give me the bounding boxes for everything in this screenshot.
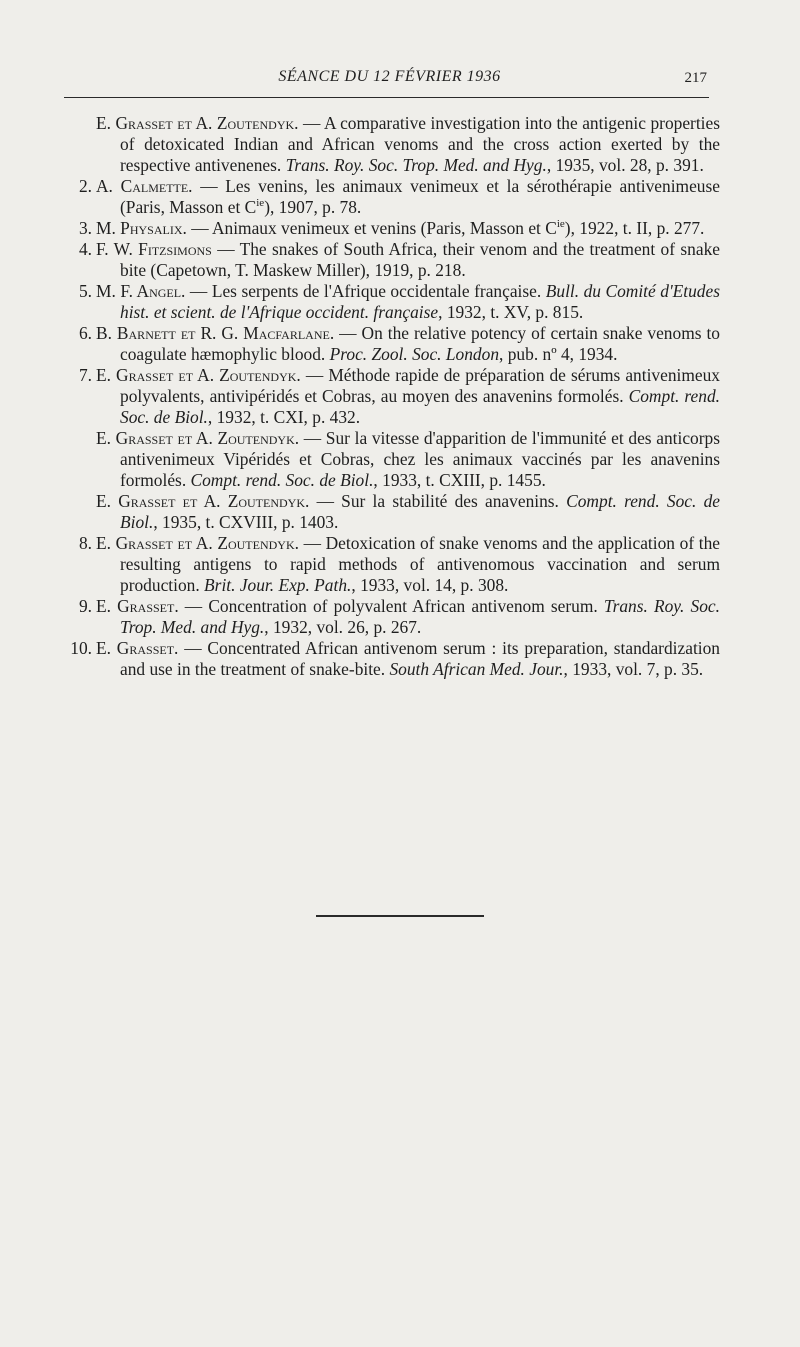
reference-list (40, 113, 720, 680)
reference-entry (40, 365, 720, 428)
reference-body: — Les serpents de l'Afrique occidentale française. (185, 281, 546, 301)
reference-entry (40, 323, 720, 365)
reference-number: 3. (78, 218, 92, 238)
reference-details: , 1935, t. CXVIII, p. 1403. (153, 512, 339, 532)
reference-body: — Méthode rapide de préparation de sérums antivenimeux polyvalents, antivipéridés et Cobras, au moyen des anavenins formolés. (120, 365, 720, 406)
reference-journal: Compt. rend. Soc. de Biol. (120, 491, 720, 532)
reference-entry (40, 218, 720, 239)
reference-details: , 1933, vol. 14, p. 308. (351, 575, 509, 595)
reference-details: , 1935, vol. 28, p. 391. (546, 155, 704, 175)
reference-number: 2. (78, 176, 92, 196)
reference-authors: M. F. Angel. (96, 281, 186, 301)
reference-authors: B. Barnett et R. G. Macfarlane. (96, 323, 335, 343)
reference-authors: E. Grasset et A. Zoutendyk. (96, 491, 310, 511)
reference-text (40, 113, 720, 176)
reference-number: 6. (78, 323, 92, 343)
reference-authors: E. Grasset et A. Zoutendyk. (96, 365, 301, 385)
reference-superscript: ie (556, 218, 565, 231)
reference-journal: Bull. du Comité d'Etudes hist. et scient. de l'Afrique occident. française (120, 281, 720, 322)
reference-details: , 1932, t. CXI, p. 432. (207, 407, 361, 427)
reference-body: — Sur la vitesse d'apparition de l'immunité et des anticorps antivenimeux Vipéridés et Cobras, chez les animaux vaccinés par les anavenins formolés. (120, 428, 720, 490)
reference-body: — A comparative investigation into the antigenic properties of detoxicated Indian and African venoms and the cross action exerted by the respective antivenenes. (120, 113, 720, 175)
reference-journal: Proc. Zool. Soc. London (329, 344, 500, 364)
reference-body: — Animaux venimeux et venins (Paris, Masson et C (186, 218, 557, 238)
reference-body: — Concentration of polyvalent African antivenom serum. (178, 596, 604, 616)
reference-journal: South African Med. Jour. (389, 659, 564, 679)
reference-authors: E. Grasset et A. Zoutendyk. (96, 533, 299, 553)
reference-number: 8. (78, 533, 92, 553)
reference-text (40, 365, 720, 428)
reference-entry (40, 428, 720, 491)
reference-authors: F. W. Fitzsimons (96, 239, 212, 259)
reference-journal: Brit. Jour. Exp. Path. (204, 575, 352, 595)
reference-number: 9. (78, 596, 92, 616)
reference-text (40, 239, 720, 281)
end-rule (316, 915, 484, 917)
reference-body: — Concentrated African antivenom serum : its preparation, standardization and use in the treatment of snake-bite. (120, 638, 720, 679)
reference-body: — Sur la stabilité des anavenins. (309, 491, 567, 511)
reference-journal: Trans. Roy. Soc. Trop. Med. and Hyg. (120, 596, 720, 637)
reference-body: — Les venins, les animaux venimeux et la sérothérapie antivenimeuse (Paris, Masson et C (120, 176, 720, 217)
reference-authors: A. Calmette. (96, 176, 193, 196)
reference-text (40, 491, 720, 533)
reference-entry (40, 596, 720, 638)
reference-body: — On the relative potency of certain snake venoms to coagulate hæmophylic blood. (120, 323, 720, 364)
reference-entry (40, 491, 720, 533)
reference-text (40, 638, 720, 680)
reference-text (40, 176, 720, 218)
reference-details: ), 1922, t. II, p. 277. (564, 218, 705, 238)
reference-details: , 1933, t. CXIII, p. 1455. (373, 470, 546, 490)
reference-text (40, 281, 720, 323)
reference-authors: E. Grasset et A. Zoutendyk. (96, 113, 299, 133)
reference-superscript: ie (256, 197, 265, 210)
reference-details: ), 1907, p. 78. (264, 197, 362, 217)
reference-details: , 1932, vol. 26, p. 267. (264, 617, 422, 637)
reference-entry (40, 533, 720, 596)
reference-journal: Compt. rend. Soc. de Biol. (120, 386, 721, 427)
reference-authors: E. Grasset et A. Zoutendyk. (96, 428, 300, 448)
reference-text (40, 533, 720, 596)
page-header (64, 68, 715, 94)
page-number: 217 (684, 70, 707, 86)
reference-text (40, 596, 720, 638)
reference-number: 10. (70, 638, 92, 658)
reference-journal: Trans. Roy. Soc. Trop. Med. and Hyg. (285, 155, 547, 175)
reference-number: 4. (78, 239, 92, 259)
reference-entry (40, 113, 720, 176)
reference-entry (40, 281, 720, 323)
header-rule (64, 97, 709, 98)
reference-entry (40, 176, 720, 218)
reference-details: , 1933, vol. 7, p. 35. (563, 659, 704, 679)
reference-text (40, 218, 720, 239)
reference-body: — The snakes of South Africa, their venom and the treatment of snake bite (Capetown, T. Maskew Miller), 1919, p. 218. (120, 239, 720, 280)
reference-text (40, 428, 720, 491)
reference-entry (40, 638, 720, 680)
reference-authors: E. Grasset. (96, 638, 179, 658)
running-title: SÉANCE DU 12 FÉVRIER 1936 (278, 68, 501, 85)
reference-body: — Detoxication of snake venoms and the application of the resulting antigens to rapid methods of antivenomous vaccination and serum production. (120, 533, 720, 595)
reference-text (40, 323, 720, 365)
reference-journal: Compt. rend. Soc. de Biol. (190, 470, 374, 490)
reference-details: , 1932, t. XV, p. 815. (438, 302, 584, 322)
reference-number: 5. (78, 281, 92, 301)
reference-number: 7. (78, 365, 92, 385)
reference-details: , pub. nº 4, 1934. (499, 344, 618, 364)
reference-authors: E. Grasset. (96, 596, 179, 616)
reference-authors: M. Physalix. (96, 218, 187, 238)
reference-entry (40, 239, 720, 281)
